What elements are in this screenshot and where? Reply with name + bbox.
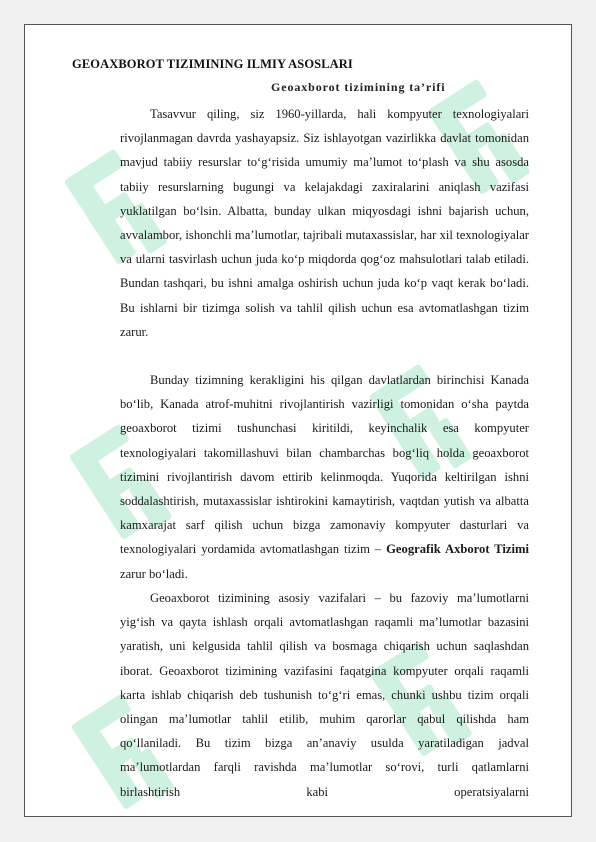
section-subtitle: Geoaxborot tizimining ta’rifi: [271, 80, 446, 94]
paragraph-2: [120, 368, 529, 586]
paragraph-2-text: Bunday tizimning kerakligini his qilgan davlatlardan birinchisi Kanada bo‘lib, Kanada atrof-muhitni rivojlantirish vazirligi tomonidan o‘sha paytda geoaxborot tizimi tushunchasi kiritildi, keyinchalik esa kompyuter texnologiyalari takomillashuvi bilan chambarchas bog‘liq holda geoaxborot tizimini rivojlantirish davom ettirib kelinmoqda. Yuqorida keltirilgan ishni soddalashtirish, mutaxassislar ishtirokini kamaytirish, vaqtdan yutish va albatta kamxarajat sarf qilish uchun bizga zamonaviy kompyuter dasturlari va texnologiyalari yordamida avtomatlashgan tizim –: [120, 373, 529, 557]
document-title: GEOAXBOROT TIZIMINING ILMIY ASOSLARI: [72, 57, 353, 71]
paragraph-2-tail: zarur bo‘ladi.: [120, 566, 188, 581]
paragraph-2-bold-term: Geografik Axborot Tizimi: [386, 542, 530, 557]
paragraph-1: [120, 102, 529, 344]
paragraph-1-text: Tasavvur qiling, siz 1960-yillarda, hali kompyuter texnologiyalari rivojlanmagan davrda yashayapsiz. Siz ishlayotgan vazirlikka davlat tomonidan mavjud tabiiy resurslar to‘g‘risida umumiy ma’lumot to‘plash va shu asosda tabiiy resurslarning bugungi va kelajakdagi zaxiralarini aniqlash vazifasi yuklatilgan bo‘lsin. Albatta, bunday ulkan miqyosdagi ishni bajarish uchun, avvalambor, ishonchli ma’lumotlar, tajribali mutaxassislar, har xil texnologiyalar va ularni tasvirlash uchun juda ko‘p miqdorda qog‘oz mahsulotlari talab etiladi. Bundan tashqari, bu ishni amalga oshirish uchun juda ko‘p vaqt kerak bo‘ladi. Bu ishlarni bir tizimga solish va tahlil qilish uchun esa avtomatlashgan tizim zarur.: [120, 107, 529, 339]
paragraph-3: [120, 586, 529, 804]
document-page: [24, 24, 572, 817]
paragraph-3-text: Geoaxborot tizimining asosiy vazifalari – bu fazoviy ma’lumotlarni yig‘ish va qayta ishlash orqali avtomatlashgan raqamli ma’lumotlar bazasini yaratish, uni kelgusida tahlil qilish va bosmaga chiqarish uchun saqlashdan iborat. Geoaxborot tizimining vazifasini faqatgina kompyuter orqali raqamli karta ishlab chiqarish deb tushunish to‘g‘ri emas, chunki ushbu tizim orqali olingan ma’lumotlar tahlil etilib, muhim qarorlar qabul qilishda ham qo‘llaniladi. Bu tizim bizga an’anaviy usulda yaratiladigan jadval ma’lumotlardan farqli ravishda ma’lumotlar so‘rovi, turli qatlamlarni birlashtirish kabi operatsiyalarni: [120, 591, 529, 799]
